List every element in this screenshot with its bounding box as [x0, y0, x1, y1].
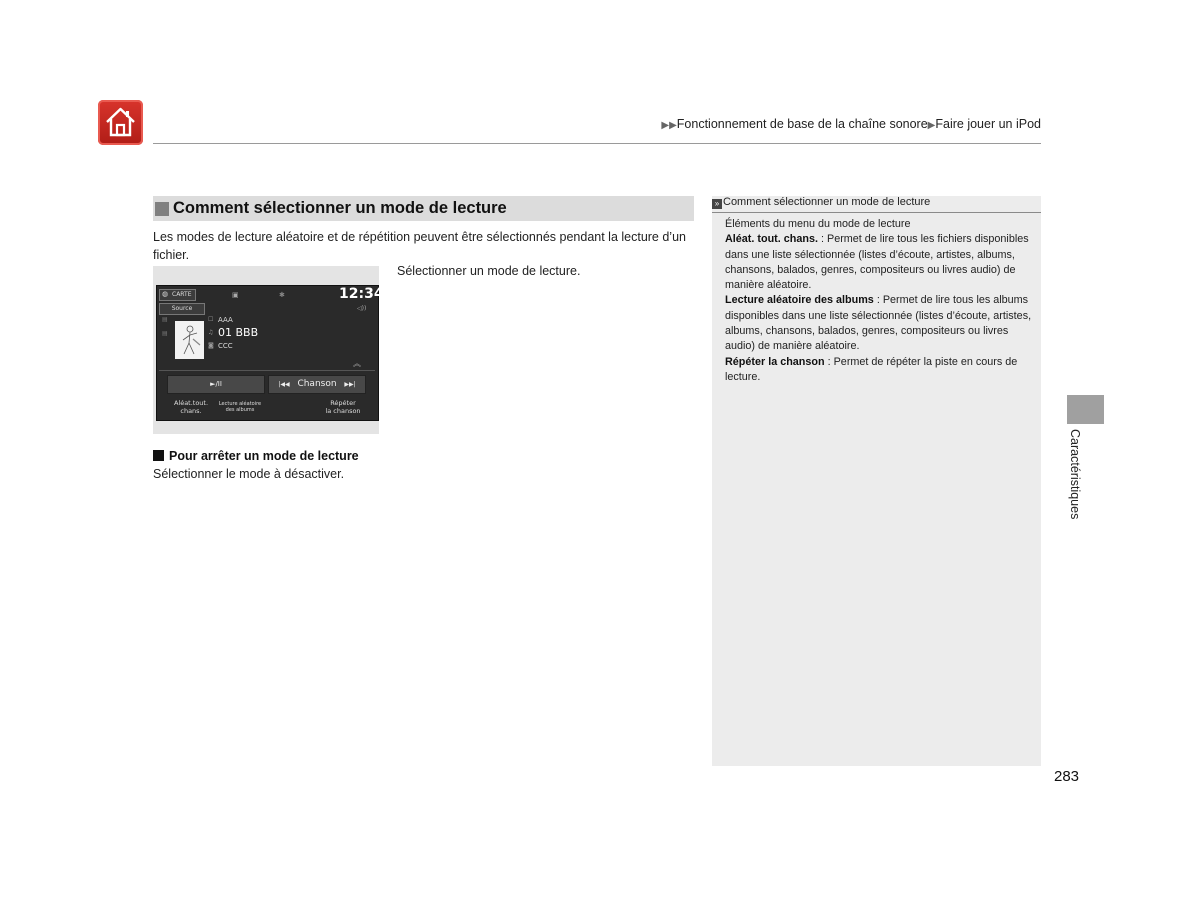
note-intro: Éléments du menu du mode de lecture: [725, 218, 911, 230]
section-marker-icon: [155, 202, 169, 216]
shuffle-all-button: [171, 399, 211, 415]
track-title: 01 BBB: [218, 326, 259, 339]
home-icon: [105, 106, 136, 138]
note-reference-icon: »: [712, 199, 722, 209]
carte-label: CARTE: [172, 291, 192, 298]
chapter-tab[interactable]: [1067, 395, 1104, 424]
note-desc: : Permet de lire tous les albums disponibles dans une liste sélectionnée (listes d’écoute, artistes, albums, chansons, balados, genres, compositeurs ou livres audio) de manière aléatoire.: [725, 294, 1032, 353]
note-desc: : Permet de lire tous les fichiers disponibles dans une liste sélectionnée (listes d’écoute, artistes, albums, chansons, balados, genres, compositeurs ou livres audio) de manière aléatoire.: [725, 233, 1029, 292]
source-button: [159, 303, 205, 315]
subheading-title: Pour arrêter un mode de lecture: [169, 449, 359, 463]
side-note-title: [712, 196, 1041, 213]
song-label: Chanson: [297, 379, 337, 389]
breadcrumb-arrow-icon: ▶: [927, 120, 936, 131]
subheading-text: Sélectionner le mode à désactiver.: [153, 467, 345, 481]
repeat-song-button: [319, 399, 367, 415]
screen-divider: [159, 370, 375, 371]
play-pause-button: ►/II: [167, 375, 265, 394]
note-term: Répéter la chanson: [725, 355, 825, 368]
nav-icon: ◍: [162, 290, 169, 298]
expand-up-icon: ︽: [353, 359, 361, 368]
page-number: 283: [1054, 768, 1080, 785]
side-note-body: [725, 217, 1033, 385]
note-item: [725, 293, 1033, 354]
note-item: [725, 355, 1033, 386]
chapter-tab-label: Caractéristiques: [1068, 429, 1082, 520]
section-header: [153, 196, 694, 221]
carte-button: [159, 289, 196, 301]
section-title: Comment sélectionner un mode de lecture: [173, 199, 507, 217]
track-album: CCC: [218, 342, 233, 350]
subheading-marker-icon: [153, 450, 164, 461]
header-divider: [153, 143, 1041, 144]
breadcrumb-arrow-icon: ▶▶: [661, 120, 677, 131]
home-button[interactable]: [98, 100, 143, 145]
phone-icon: ▣: [232, 291, 239, 299]
note-term: Aléat. tout. chans.: [725, 233, 818, 246]
note-desc: : Permet de répéter la piste en cours de lecture.: [725, 355, 1018, 383]
breadcrumb-item[interactable]: Faire jouer un iPod: [935, 117, 1041, 131]
instruction-text: Sélectionner un mode de lecture.: [397, 264, 581, 278]
track-list-icon: ▤: [162, 330, 168, 337]
album-art-figure-icon: [175, 321, 204, 359]
audio-screen-illustration: [156, 285, 384, 421]
album-shuffle-label: des albums: [225, 407, 255, 413]
note-item: [725, 232, 1033, 293]
skip-forward-icon: ▶▶|: [344, 381, 356, 388]
album-shuffle-button: [217, 401, 263, 413]
song-select-button: [268, 375, 366, 394]
album-icon: ◙: [208, 342, 214, 349]
track-artist: AAA: [218, 316, 233, 324]
repeat-song-label: Répéter: [330, 399, 356, 407]
side-note-title-text: Comment sélectionner un mode de lecture: [723, 196, 931, 208]
bluetooth-icon: ✱: [279, 291, 285, 299]
album-shuffle-label: Lecture aléatoire: [218, 401, 262, 407]
clock: 12:34: [339, 286, 384, 302]
intro-paragraph: Les modes de lecture aléatoire et de répétition peuvent être sélectionnés pendant la lecture d’un fichier.: [153, 230, 686, 262]
album-art: [175, 321, 204, 359]
shuffle-all-label: chans.: [180, 407, 202, 415]
repeat-song-label: la chanson: [325, 407, 361, 415]
volume-icon: ◁)): [357, 305, 367, 312]
breadcrumb-item[interactable]: Fonctionnement de base de la chaîne sonore: [676, 117, 928, 131]
shuffle-all-label: Aléat.tout.: [173, 399, 209, 407]
skip-back-icon: |◀◀: [278, 381, 290, 388]
source-label: Source: [171, 305, 193, 312]
artist-icon: ☐: [208, 316, 214, 323]
note-term: Lecture aléatoire des albums: [725, 294, 874, 307]
song-icon: ♫: [208, 329, 214, 336]
breadcrumb: [600, 117, 1041, 131]
track-list-icon: ▤: [162, 316, 168, 323]
